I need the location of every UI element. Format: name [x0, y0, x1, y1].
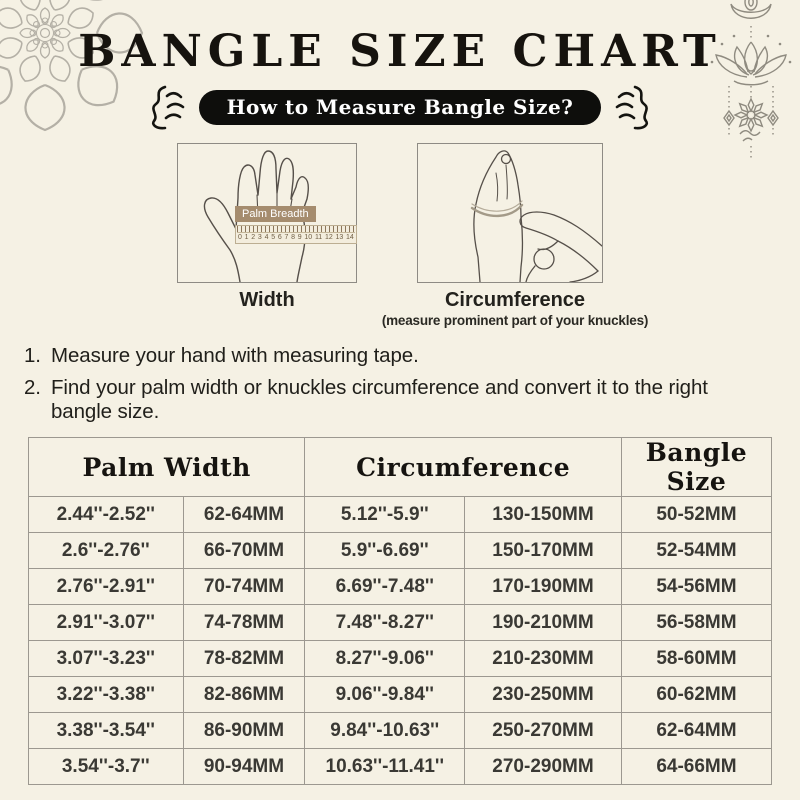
ruler-number: 11 — [314, 234, 323, 241]
instruction-item — [24, 344, 760, 368]
ruler-number: 4 — [264, 234, 269, 241]
ruler-number: 0 — [238, 234, 242, 241]
circumference-caption-block — [375, 289, 655, 328]
table-cell: 78-82MM — [183, 641, 305, 677]
table-cell: 50-52MM — [621, 497, 771, 533]
table-cell: 90-94MM — [183, 749, 305, 785]
table-cell: 56-58MM — [621, 605, 771, 641]
table-cell: 210-230MM — [465, 641, 622, 677]
ruler-number: 13 — [335, 234, 344, 241]
table-cell: 58-60MM — [621, 641, 771, 677]
ruler-number: 7 — [284, 234, 289, 241]
table-cell: 70-74MM — [183, 569, 305, 605]
table-cell: 64-66MM — [621, 749, 771, 785]
flourish-left-icon — [151, 84, 187, 130]
circumference-note: (measure prominent part of your knuckles) — [381, 313, 649, 328]
page-title: BANGLE SIZE CHART — [78, 26, 722, 77]
table-cell: 5.12''-5.9'' — [305, 497, 465, 533]
table-cell: 250-270MM — [465, 713, 622, 749]
table-cell: 6.69''-7.48'' — [305, 569, 465, 605]
table-cell: 2.76''-2.91'' — [29, 569, 184, 605]
flourish-right-icon — [613, 84, 649, 130]
table-cell: 3.38''-3.54'' — [29, 713, 184, 749]
ruler-number: 14 — [346, 234, 354, 241]
table-row — [29, 749, 772, 785]
ruler-number: 5 — [271, 234, 276, 241]
instruction-item — [24, 376, 760, 424]
table-row — [29, 641, 772, 677]
ruler-number: 10 — [304, 234, 313, 241]
table-cell: 2.6''-2.76'' — [29, 533, 184, 569]
table-row — [29, 605, 772, 641]
table-header-cell: Bangle Size — [621, 438, 771, 497]
table-cell: 130-150MM — [465, 497, 622, 533]
table-row — [29, 533, 772, 569]
instruction-text: Measure your hand with measuring tape. — [51, 344, 419, 367]
circumference-diagram — [417, 143, 603, 283]
table-cell: 9.06''-9.84'' — [305, 677, 465, 713]
ruler-label: Palm Breadth — [235, 206, 316, 222]
ruler-number: 1 — [244, 234, 249, 241]
table-row — [29, 713, 772, 749]
table-cell: 3.22''-3.38'' — [29, 677, 184, 713]
how-to-measure-badge: How to Measure Bangle Size? — [199, 90, 602, 125]
ruler-numbers — [236, 233, 356, 242]
table-cell: 170-190MM — [465, 569, 622, 605]
table-row — [29, 569, 772, 605]
badge-row — [0, 84, 800, 130]
ruler-number: 3 — [257, 234, 262, 241]
table-cell: 66-70MM — [183, 533, 305, 569]
table-cell: 9.84''-10.63'' — [305, 713, 465, 749]
size-table — [28, 437, 772, 785]
table-cell: 54-56MM — [621, 569, 771, 605]
table-cell: 7.48''-8.27'' — [305, 605, 465, 641]
table-row — [29, 497, 772, 533]
table-cell: 52-54MM — [621, 533, 771, 569]
ruler-number: 2 — [251, 234, 256, 241]
table-body — [29, 497, 772, 785]
instruction-number: 1. — [24, 344, 41, 367]
table-cell: 5.9''-6.69'' — [305, 533, 465, 569]
table-cell: 62-64MM — [621, 713, 771, 749]
ruler-ticks — [237, 226, 355, 233]
table-cell: 3.54''-3.7'' — [29, 749, 184, 785]
table-header-row — [29, 438, 772, 497]
table-cell: 190-210MM — [465, 605, 622, 641]
table-cell: 3.07''-3.23'' — [29, 641, 184, 677]
table-cell: 82-86MM — [183, 677, 305, 713]
hand-circumference-illustration — [418, 144, 602, 282]
ruler-number: 8 — [291, 234, 296, 241]
ruler-number: 12 — [324, 234, 333, 241]
table-cell: 8.27''-9.06'' — [305, 641, 465, 677]
table-cell: 2.44''-2.52'' — [29, 497, 184, 533]
table-row — [29, 677, 772, 713]
table-cell: 230-250MM — [465, 677, 622, 713]
instructions — [24, 344, 760, 433]
table-cell: 62-64MM — [183, 497, 305, 533]
table-cell: 2.91''-3.07'' — [29, 605, 184, 641]
instruction-number: 2. — [24, 376, 41, 400]
circumference-caption: Circumference — [444, 289, 586, 311]
ruler-number: 6 — [277, 234, 282, 241]
ruler — [235, 225, 357, 244]
width-diagram — [177, 143, 357, 283]
table-header-cell: Circumference — [305, 438, 622, 497]
table-cell: 74-78MM — [183, 605, 305, 641]
table-cell: 150-170MM — [465, 533, 622, 569]
table-cell: 60-62MM — [621, 677, 771, 713]
table-cell: 270-290MM — [465, 749, 622, 785]
ruler-number: 9 — [297, 234, 302, 241]
table-cell: 10.63''-11.41'' — [305, 749, 465, 785]
width-caption: Width — [239, 289, 295, 311]
instruction-text: Find your palm width or knuckles circumference and convert it to the right bangle size. — [51, 376, 708, 424]
table-cell: 86-90MM — [183, 713, 305, 749]
table-header-cell: Palm Width — [29, 438, 305, 497]
